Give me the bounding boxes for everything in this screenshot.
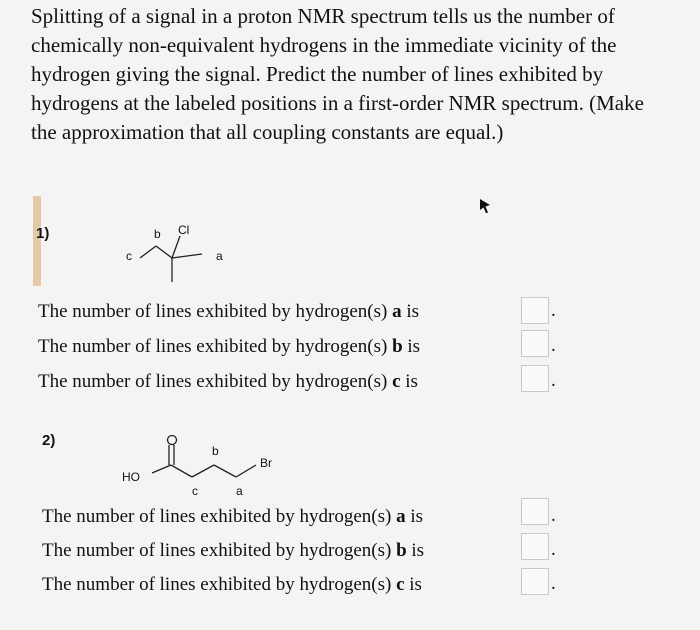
q1-b-text: The number of lines exhibited by hydrogen(s) b is [38,336,421,357]
period: . [551,370,556,391]
structure-2 [110,425,300,500]
bond-2 [156,246,172,258]
period: . [551,573,556,594]
carbonyl-oxygen [168,436,177,445]
mouse-pointer-icon [478,197,492,217]
answer-box-1b[interactable] [521,330,549,357]
bond-1 [140,246,156,258]
hydrogen-letter: c [396,574,405,595]
q1-a-text: The number of lines exhibited by hydrogen(s) a is [38,301,419,322]
label-c: c [192,484,198,498]
q2-c-text: The number of lines exhibited by hydrogen(s) c is [42,574,422,595]
q2-a-text: The number of lines exhibited by hydrogen(s) a is [42,506,423,527]
intro-paragraph: Splitting of a signal in a proton NMR spectrum tells us the number of chemically non-equivalent hydrogens in the immediate vicinity of the hydrogen giving the signal. Predict the number of lines exhibited by hydrogens at the labeled positions in a first-order NMR spectrum. (Make the approximation that all coupling constants are equal.) [31,4,644,144]
answer-box-2c[interactable] [521,568,549,595]
bond-chain-3 [214,465,236,477]
hydrogen-letter: a [396,506,406,527]
problem-1-label: 1) [36,225,50,242]
label-b: b [212,444,219,458]
answer-box-2b[interactable] [521,533,549,560]
label-br: Br [260,456,272,470]
hydrogen-letter: b [396,540,407,561]
hydrogen-letter: a [392,301,402,322]
label-b: b [154,227,161,241]
q2-b-text: The number of lines exhibited by hydrogen(s) b is [42,540,425,561]
label-a: a [216,249,223,263]
label-a: a [236,484,243,498]
answer-box-1a[interactable] [521,297,549,324]
answer-box-1c[interactable] [521,365,549,392]
bond-chain-1 [171,465,192,477]
problem-2-label: 2) [42,432,56,449]
period: . [551,300,556,321]
hydrogen-letter: b [392,336,403,357]
bond-ho [152,465,171,473]
bond-5 [172,254,202,258]
bond-chain-2 [192,465,214,477]
period: . [551,539,556,560]
period: . [551,335,556,356]
bond-4 [172,236,180,258]
structure-1 [110,220,230,290]
q1-c-text: The number of lines exhibited by hydrogen(s) c is [38,371,418,392]
hydrogen-letter: c [392,371,401,392]
answer-box-2a[interactable] [521,498,549,525]
label-c: c [126,249,132,263]
period: . [551,505,556,526]
label-cl: Cl [178,223,190,237]
label-ho: HO [122,470,140,484]
bond-chain-4 [236,465,256,477]
